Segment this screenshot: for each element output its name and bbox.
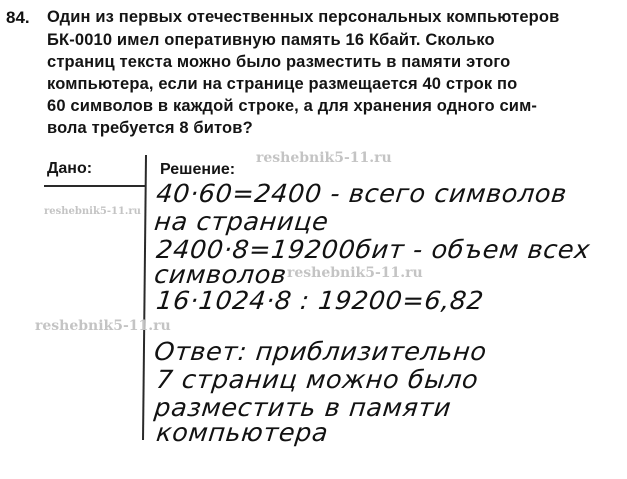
watermark: reshebnik5-11.ru [256,150,392,166]
given-underline [44,185,145,187]
problem-line: компьютера, если на странице размещается 40 строк по [47,75,518,93]
problem-line: страниц текста можно было разместить в памяти этого [47,53,511,71]
handwritten-line: 40·60=2400 - всего символов [154,179,569,208]
handwritten-line: 2400·8=19200бит - объем всех [154,235,592,264]
watermark: reshebnik5-11.ru [35,318,171,334]
given-solution-divider [142,155,147,440]
handwritten-line: 16·1024·8 : 19200=6,82 [154,286,486,315]
handwritten-line: символов [152,260,289,289]
handwritten-line: на странице [152,207,331,236]
watermark: reshebnik5-11.ru [44,206,141,217]
handwritten-line: Ответ: приблизительно [152,337,489,366]
handwritten-line: 7 страниц можно было [154,365,480,394]
problem-line: 60 символов в каждой строке, а для хранения одного сим- [47,97,538,115]
watermark: reshebnik5-11.ru [287,265,423,281]
problem-number: 84. [6,8,30,27]
handwritten-line: компьютера [154,418,330,447]
problem-line: БК-0010 имел оперативную память 16 Кбайт. Сколько [47,31,495,49]
handwritten-line: разместить в памяти [152,393,453,422]
solution-label: Решение: [160,161,236,178]
given-label: Дано: [47,160,93,177]
problem-line: Один из первых отечественных персональных компьютеров [47,8,560,26]
problem-line: вола требуется 8 битов? [47,119,253,137]
